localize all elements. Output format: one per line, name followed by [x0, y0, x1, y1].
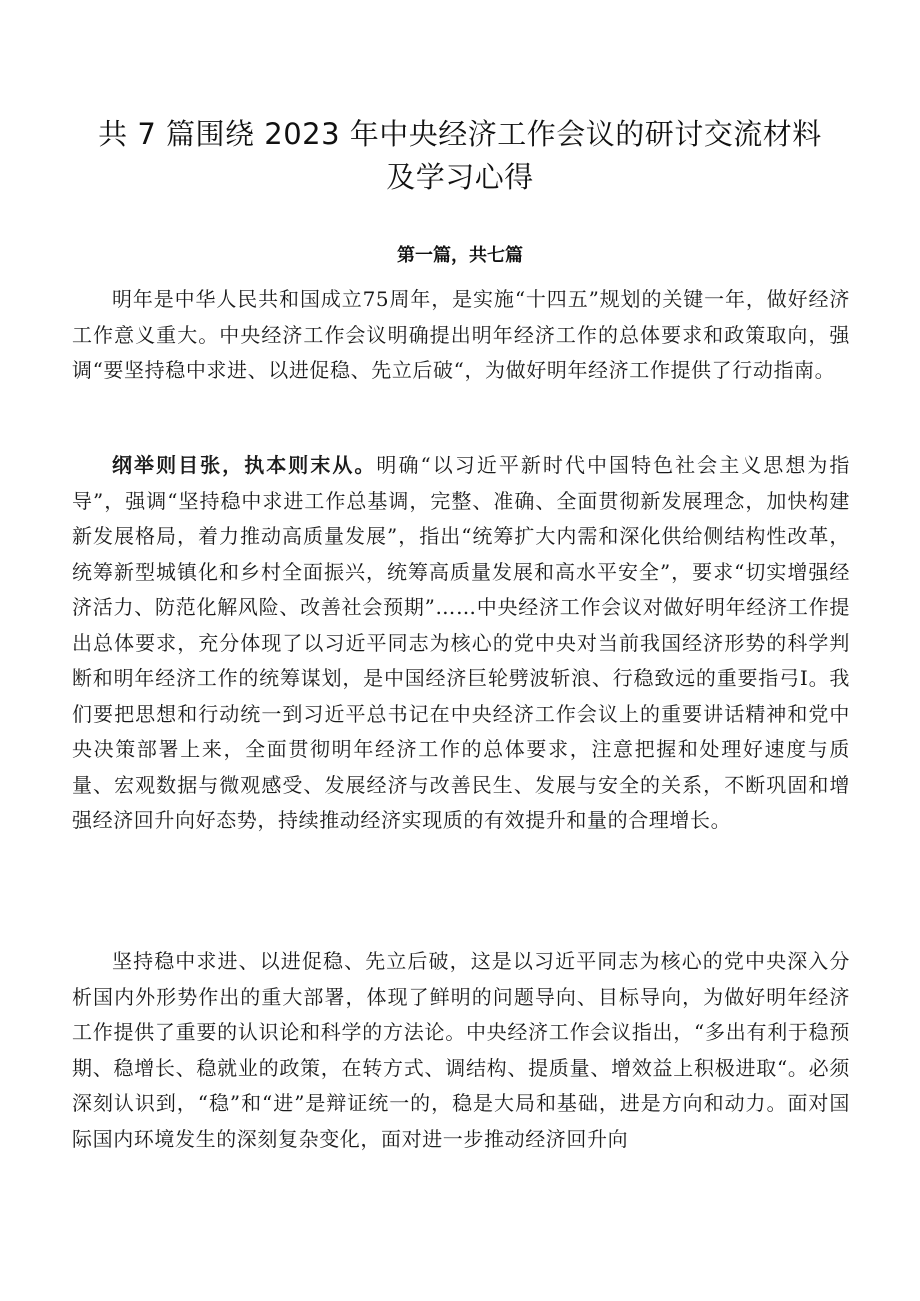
paragraph-1-text: 明年是中华人民共和国成立75周年，是实施“十四五”规划的关键一年，做好经济工作意义重大。中央经济工作会议明确提出明年经济工作的总体要求和政策取向，强调“要坚持稳中求进、以进促稳、先立后破“，为做好明年经济工作提供了行动指南。 — [72, 287, 850, 382]
section-heading: 第一篇，共七篇 — [397, 245, 523, 266]
document-title-line-1: 共 7 篇围绕 2023 年中央经济工作会议的研讨交流材料 — [98, 117, 822, 151]
paragraph-2-text: 明确“以习近平新时代中国特色社会主义思想为指导”，强调“坚持稳中求进工作总基调，完整、准确、全面贯彻新发展理念，加快构建新发展格局，着力推动高质量发展”，指出“统筹扩大内需和深化供给侧结构性改革，统筹新型城镇化和乡村全面振兴，统筹高质量发展和高水平安全”，要求“切实增强经济活力、防范化解风险、改善社会预期”……中央经济工作会议对做好明年经济工作提出总体要求，充分体现了以习近平同志为核心的党中央对当前我国经济形势的科学判断和明年经济工作的统筹谋划，是中国经济巨轮劈波斩浪、行稳致远的重要指弓I。我们要把思想和行动统一到习近平总书记在中央经济工作会议上的重要讲话精神和党中央决策部署上来，全面贯彻明年经济工作的总体要求，注意把握和处理好速度与质量、宏观数据与微观感受、发展经济与改善民生、发展与安全的关系，不断巩固和增强经济回升向好态势，持续推动经济实现质的有效提升和量的合理增长。 — [72, 453, 850, 832]
document-title-line-2: 及学习心得 — [386, 160, 534, 194]
paragraph-2-lead: 纲举则目张，执本则末从。 — [112, 453, 377, 477]
paragraph-1 — [72, 282, 850, 389]
paragraph-2 — [72, 448, 850, 839]
paragraph-3-text: 坚持稳中求进、以进促稳、先立后破，这是以习近平同志为核心的党中央深入分析国内外形势作出的重大部署，体现了鲜明的问题导向、目标导向，为做好明年经济工作提供了重要的认识论和科学的方法论。中央经济工作会议指出，“多出有利于稳预期、稳增长、稳就业的政策，在转方式、调结构、提质量、增效益上积极进取“。必须深刻认识到，“稳”和“进”是辩证统一的，稳是大局和基础，进是方向和动力。面对国际国内环境发生的深刻复杂变化，面对进一步推动经济回升向 — [72, 949, 850, 1151]
paragraph-3 — [72, 944, 850, 1157]
